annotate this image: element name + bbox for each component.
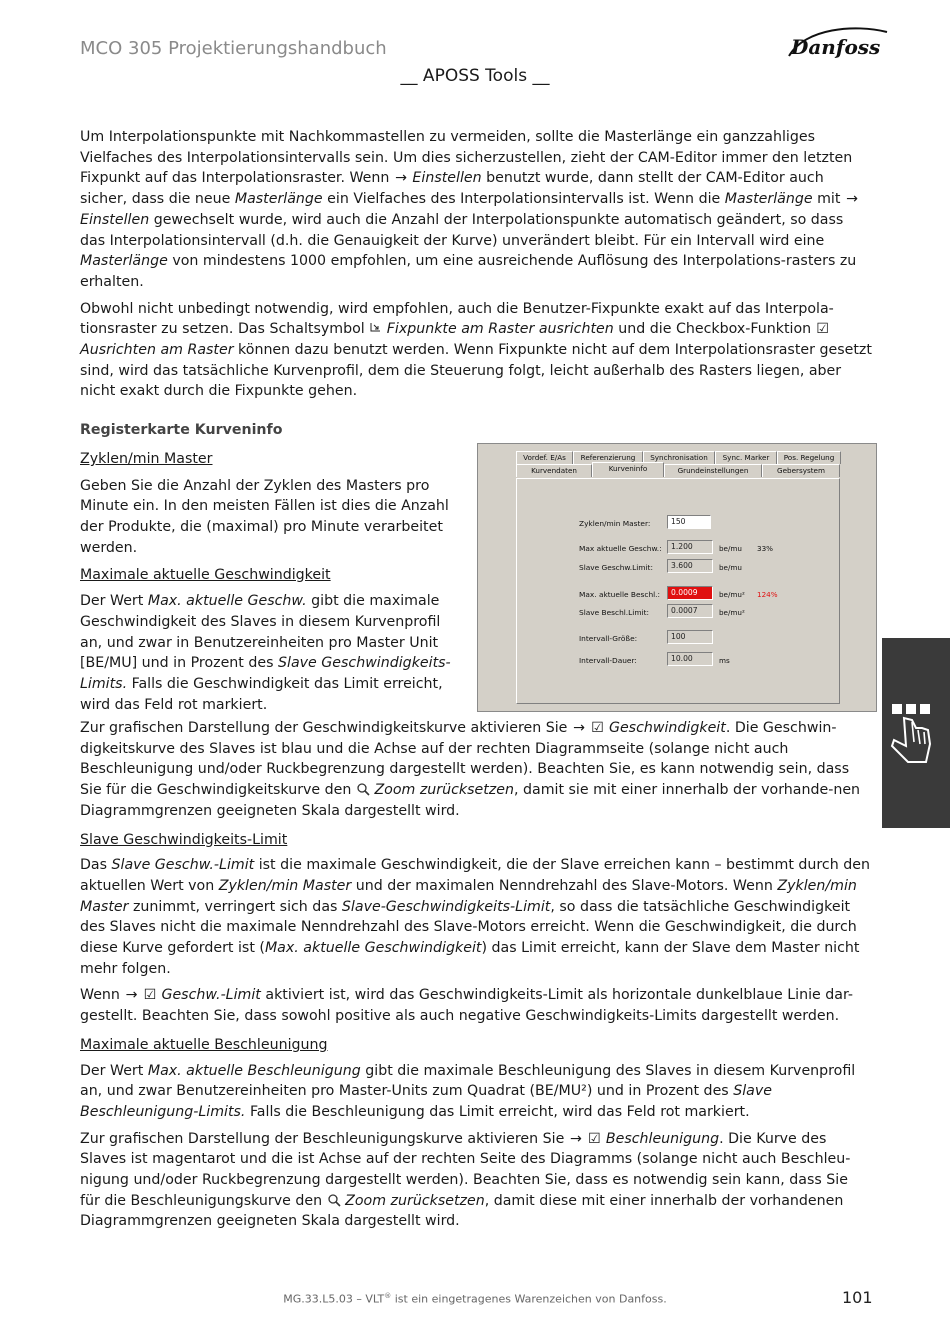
footer-text: MG.33.L5.03 – VLT® ist ein eingetragenes Warenzeichen von Danfoss.: [283, 1292, 667, 1306]
max-beschl-percent: 124%: [757, 590, 778, 599]
left-column: [80, 449, 466, 715]
heading-max-geschw: Maximale aktuelle Geschwindigkeit: [80, 566, 331, 583]
label-slave-geschw-limit: Slave Geschw.Limit:: [579, 563, 653, 572]
max-beschl-value: 0.0009: [667, 586, 713, 600]
intervall-groesse-value: 100: [667, 630, 713, 644]
snap-to-grid-icon: [369, 322, 382, 334]
max-geschw-percent: 33%: [757, 544, 773, 553]
tab-grundeinstellungen[interactable]: Grundeinstellungen: [664, 464, 762, 477]
max-beschl-unit: be/mu²: [719, 590, 745, 599]
kurveninfo-dialog-screenshot: [477, 443, 877, 712]
tab-referenzierung[interactable]: Referenzierung: [573, 451, 643, 464]
label-max-beschl: Max. aktuelle Beschl.:: [579, 590, 661, 599]
kurveninfo-panel: [516, 478, 840, 704]
heading-slave-limit: Slave Geschwindigkeits-Limit: [80, 831, 288, 848]
hand-pointer-icon: [882, 638, 950, 828]
page-number: 101: [842, 1288, 873, 1307]
label-zyklen: Zyklen/min Master:: [579, 519, 651, 528]
zoom-reset-icon: [356, 782, 370, 796]
paragraph-7: Wenn → ☑ Geschw.-Limit aktiviert ist, wird das Geschwindigkeits-Limit als horizontale dunkelblaue Linie dar-gestellt. Beachten Sie, dass sowohl positive als auch negative Geschwindigkeits-Limits dargestellt werden.: [80, 987, 853, 1025]
chapter-side-tab: [882, 638, 950, 828]
tab-kurveninfo[interactable]: Kurveninfo: [592, 462, 664, 477]
section-title: __ APOSS Tools __: [400, 66, 550, 86]
svg-text:Danfoss: Danfoss: [791, 35, 881, 59]
tab-row-1: [516, 451, 841, 464]
tab-synchronisation[interactable]: Synchronisation: [643, 451, 715, 464]
heading-zyklen: Zyklen/min Master: [80, 451, 213, 467]
slave-beschl-limit-unit: be/mu²: [719, 608, 745, 617]
zyklen-input[interactable]: 150: [667, 515, 711, 529]
paragraph-4: Der Wert Max. aktuelle Geschw. gibt die maximale Geschwindigkeit des Slaves in diesem Kurvenprofil an, und zwar in Benutzereinheiten pro Master Unit [BE/MU] und in Prozent des Slave Geschwindigkeits-Limits. Falls die Geschwindigkeit das Limit erreicht, wird das Feld rot markiert.: [80, 593, 451, 713]
label-max-geschw: Max aktuelle Geschw.:: [579, 544, 662, 553]
intervall-dauer-unit: ms: [719, 656, 730, 665]
document-title: MCO 305 Projektierungshandbuch: [80, 38, 387, 59]
paragraph-3: Geben Sie die Anzahl der Zyklen des Masters pro Minute ein. In den meisten Fällen ist dies die Anzahl der Produkte, die (maximal) pro Minute verarbeitet werden.: [80, 477, 449, 556]
tab-sync-marker[interactable]: Sync. Marker: [715, 451, 777, 464]
tab-vordef[interactable]: Vordef. E/As: [516, 451, 573, 464]
intro-text: [80, 127, 872, 402]
tab-row-2: [516, 464, 840, 477]
label-intervall-dauer: Intervall-Dauer:: [579, 656, 637, 665]
label-intervall-groesse: Intervall-Größe:: [579, 634, 638, 643]
intervall-dauer-value: 10.00: [667, 652, 713, 666]
paragraph-5: Zur grafischen Darstellung der Geschwindigkeitskurve aktivieren Sie → ☑ Geschwindigkeit. Die Geschwin-digkeitskurve des Slaves ist blau und die Achse auf der rechten Diagrammseite (solange nicht auch Beschleunigung und/oder Ruckbegrenzung dargestellt werden). Beachten Sie, es kann notwendig sein, dass Sie für die Geschwindigkeitskurve den Zoom zurücksetzen, damit sie mit einer innerhalb der vorhande-nen Diagrammgrenzen geeigneten Skala dargestellt wird.: [80, 720, 861, 819]
slave-geschw-limit-value: 3.600: [667, 559, 713, 573]
tab-pos-regelung[interactable]: Pos. Regelung: [777, 451, 841, 464]
heading-registerkarte: Registerkarte Kurveninfo: [80, 422, 283, 438]
paragraph-6: Das Slave Geschw.-Limit ist die maximale Geschwindigkeit, die der Slave erreichen kann – bestimmt durch den aktuellen Wert von Zyklen/min Master und der maximalen Nenndrehzahl des Slave-Motors. Wenn Zyklen/min Master zunimmt, verringert sich das Slave-Geschwindigkeits-Limit, so dass die tatsächliche Geschwindigkeit des Slaves nicht die maximale Nenndrehzahl des Slave-Motors erreicht. Wenn die Geschwindigkeit, die durch diese Kurve gefordert ist (Max. aktuelle Geschwindigkeit) das Limit erreicht, kann der Slave dem Master nicht mehr folgen.: [80, 857, 870, 977]
tab-kurvendaten[interactable]: Kurvendaten: [516, 464, 592, 477]
label-slave-beschl-limit: Slave Beschl.Limit:: [579, 608, 649, 617]
heading-max-beschl: Maximale aktuelle Beschleunigung: [80, 1036, 328, 1053]
zoom-reset-icon: [327, 1193, 341, 1207]
slave-beschl-limit-value: 0.0007: [667, 604, 713, 618]
max-geschw-value: 1.200: [667, 540, 713, 554]
paragraph-1: Um Interpolationspunkte mit Nachkommastellen zu vermeiden, sollte die Masterlänge ein ganzzahliges Vielfaches des Interpolationsintervalls sein. Um dies sicherzustellen, zieht der CAM-Editor immer den letzten Fixpunkt auf das Interpolationsraster. Wenn → Einstellen benutzt wurde, dann stellt der CAM-Editor auch sicher, dass die neue Masterlänge ein Vielfaches des Interpolationsintervalls ist. Wenn die Masterlänge mit → Einstellen gewechselt wurde, wird auch die Anzahl der Interpolationspunkte automatisch geändert, so dass das Interpolationsintervall (d.h. die Genauigkeit der Kurve) unverändert bleibt. Für ein Intervall wird eine Masterlänge von mindestens 1000 empfohlen, um eine ausreichende Auflösung des Interpolations-rasters zu erhalten.: [80, 129, 858, 290]
tab-gebersystem[interactable]: Gebersystem: [762, 464, 840, 477]
slave-geschw-limit-unit: be/mu: [719, 563, 742, 572]
paragraph-9: Zur grafischen Darstellung der Beschleunigungskurve aktivieren Sie → ☑ Beschleunigung. Die Kurve des Slaves ist magentarot und die ist Achse auf der rechten Seite des Diagramms (solange nicht auch Beschleu-nigung und/oder Ruckbegrenzung dargestellt werden). Beachten Sie, dass es notwendig sein kann, dass Sie für die Beschleunigungskurve den Zoom zurücksetzen, damit diese mit einer innerhalb der vorhandenen Diagrammgrenzen geeigneten Skala dargestellt wird.: [80, 1130, 851, 1230]
danfoss-logo: [785, 24, 891, 64]
paragraph-8: Der Wert Max. aktuelle Beschleunigung gibt die maximale Beschleunigung des Slaves in diesem Kurvenprofil an, und zwar Benutzereinheiten pro Master-Units zum Quadrat (BE/MU²) und in Prozent des Slave Beschleunigung-Limits. Falls die Beschleunigung das Limit erreicht, wird das Feld rot markiert.: [80, 1062, 856, 1120]
paragraph-2: Obwohl nicht unbedingt notwendig, wird empfohlen, auch die Benutzer-Fixpunkte exakt auf das Interpola-tionsraster zu setzen. Das Schaltsymbol Fixpunkte am Raster ausrichten und die Checkbox-Funktion ☑ Ausrichten am Raster können dazu benutzt werden. Wenn Fixpunkte nicht auf dem Interpolationsraster gesetzt sind, wird das tatsächliche Kurvenprofil, dem die Steuerung folgt, leicht außerhalb des Rasters liegen, aber nicht exakt durch die Fixpunkte gehen.: [80, 300, 872, 400]
main-text: [80, 718, 872, 1232]
max-geschw-unit: be/mu: [719, 544, 742, 553]
